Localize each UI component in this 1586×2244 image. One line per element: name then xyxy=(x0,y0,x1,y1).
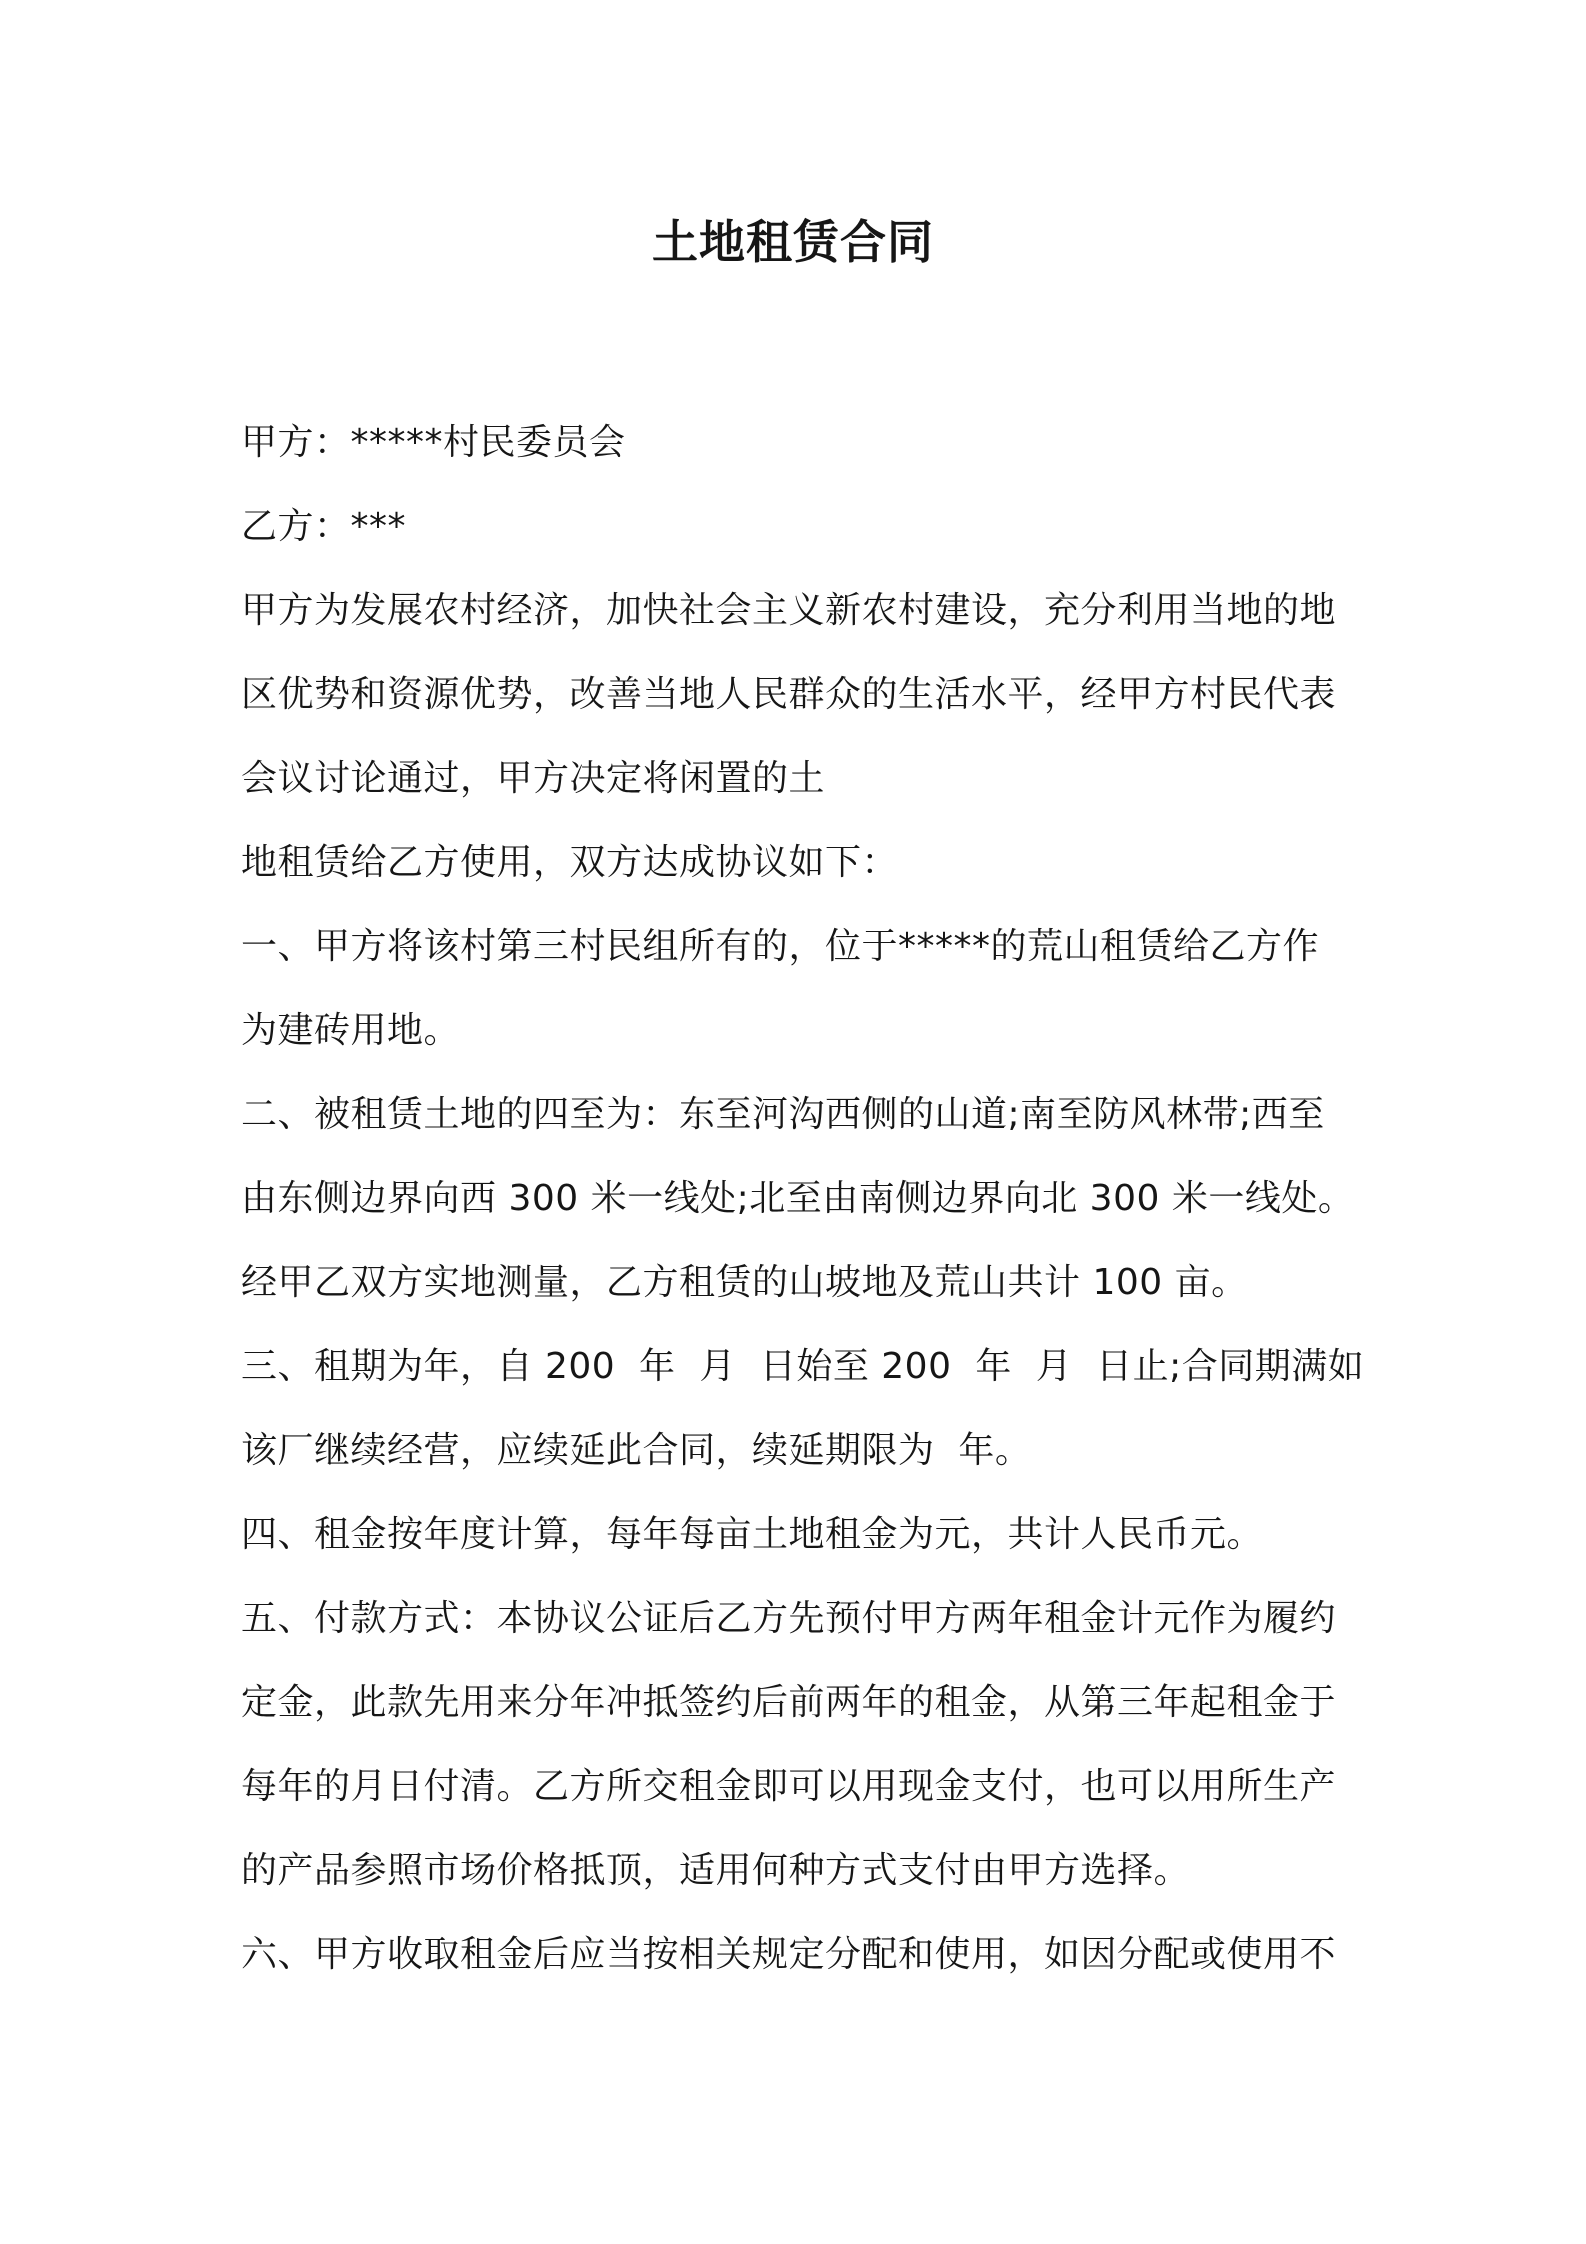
document-body xyxy=(241,401,1365,1997)
clause-3-line-1: 三、租期为年，自 200 年 月 日始至 200 年 月 日止;合同期满如 xyxy=(241,1346,1365,1387)
clause-2-line-2: 由东侧边界向西 300 米一线处;北至由南侧边界向北 300 米一线处。 xyxy=(241,1178,1355,1219)
clause-4-line-1: 四、租金按年度计算，每年每亩土地租金为元，共计人民币元。 xyxy=(241,1514,1264,1555)
clause-5-line-1: 五、付款方式：本协议公证后乙方先预付甲方两年租金计元作为履约 xyxy=(241,1598,1337,1639)
clause-5-line-4: 的产品参照市场价格抵顶，适用何种方式支付由甲方选择。 xyxy=(241,1850,1191,1891)
party-a-line: 甲方：*****村民委员会 xyxy=(241,422,626,463)
preamble-line-3: 会议讨论通过，甲方决定将闲置的土 xyxy=(241,758,826,799)
preamble-line-4: 地租赁给乙方使用，双方达成协议如下： xyxy=(241,842,899,883)
party-b-line: 乙方：*** xyxy=(241,506,407,547)
clause-1-line-2: 为建砖用地。 xyxy=(241,1010,461,1051)
clause-1-line-1: 一、甲方将该村第三村民组所有的，位于*****的荒山租赁给乙方作 xyxy=(241,926,1320,967)
clause-5-line-3: 每年的月日付清。乙方所交租金即可以用现金支付，也可以用所生产 xyxy=(241,1766,1337,1807)
preamble-line-2: 区优势和资源优势，改善当地人民群众的生活水平，经甲方村民代表 xyxy=(241,674,1337,715)
clause-3-line-2: 该厂继续经营，应续延此合同，续延期限为 年。 xyxy=(241,1430,1032,1471)
preamble-line-1: 甲方为发展农村经济，加快社会主义新农村建设，充分利用当地的地 xyxy=(241,590,1337,631)
document-title: 土地租赁合同 xyxy=(652,215,934,269)
clause-6-line-1: 六、甲方收取租金后应当按相关规定分配和使用，如因分配或使用不 xyxy=(241,1934,1337,1975)
clause-5-line-2: 定金，此款先用来分年冲抵签约后前两年的租金，从第三年起租金于 xyxy=(241,1682,1337,1723)
clause-2-line-1: 二、被租赁土地的四至为：东至河沟西侧的山道;南至防风林带;西至 xyxy=(241,1094,1325,1135)
clause-2-line-3: 经甲乙双方实地测量，乙方租赁的山坡地及荒山共计 100 亩。 xyxy=(241,1262,1248,1303)
